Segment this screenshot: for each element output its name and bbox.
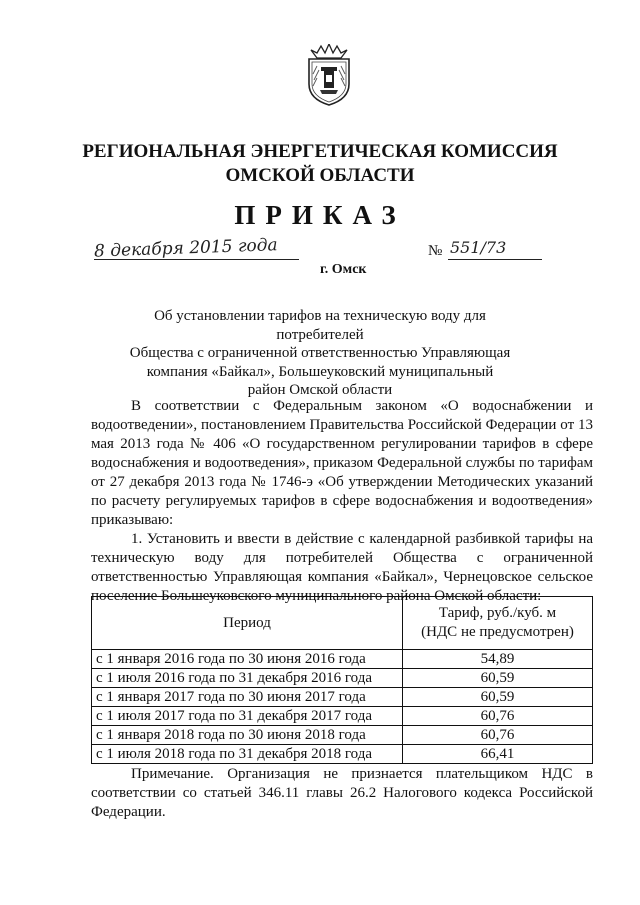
period-cell: с 1 января 2017 года по 30 июня 2017 года	[92, 688, 403, 707]
order-subject	[110, 307, 530, 400]
vat-note: Примечание. Организация не признается плательщиком НДС в соответствии со статьей 346.11 главы 26.2 Налогового кодекса Российской Федерации.	[91, 766, 593, 820]
preamble-paragraph: В соответствии с Федеральным законом «О водоснабжении и водоотведении», постановлением Правительства Российской Федерации от 13 мая 2013 года № 406 «О государственном регулировании тарифов в сфере водоснабжения и водоотведения», приказом Федеральной службы по тарифам от 27 декабря 2013 года № 1746-э «Об утверждении Методических указаний по расчету регулируемых тарифов в сфере водоснабжения и водоотведения» приказываю:	[91, 398, 593, 528]
subject-line-3: компания «Байкал», Большеуковский муниципальный	[146, 363, 494, 380]
subject-line-4: район Омской области	[247, 382, 393, 398]
subject-line-1: Об установлении тарифов на техническую воду для потребителей	[154, 308, 486, 343]
tariff-cell: 60,76	[403, 726, 593, 745]
table-row	[92, 726, 593, 745]
period-cell: с 1 июля 2018 года по 31 декабря 2018 года	[92, 745, 403, 764]
tariff-header-line-1: Тариф, руб./куб. м	[438, 605, 557, 621]
number-underline	[448, 259, 542, 260]
table-row	[92, 669, 593, 688]
tariff-column-header	[403, 597, 593, 650]
org-line-1: РЕГИОНАЛЬНАЯ ЭНЕРГЕТИЧЕСКАЯ КОМИССИЯ	[82, 141, 558, 162]
tariff-cell: 60,76	[403, 707, 593, 726]
tariff-cell: 60,59	[403, 669, 593, 688]
document-type-title: ПРИКАЗ	[234, 200, 406, 230]
tariff-cell: 54,89	[403, 650, 593, 669]
period-cell: с 1 января 2018 года по 30 июня 2018 года	[92, 726, 403, 745]
table-row	[92, 650, 593, 669]
item-1-paragraph: 1. Установить и ввести в действие с календарной разбивкой тарифы на техническую воду для потребителей Общества с ограниченной ответственностью Управляющая компания «Байкал», Чернецовское сельское поселение Большеуковского муниципального района Омской области:	[91, 531, 593, 604]
subject-line-2: Общества с ограниченной ответственностью Управляющая	[129, 345, 511, 361]
table-row	[92, 688, 593, 707]
tariff-header-line-2: (НДС не предусмотрен)	[421, 624, 574, 640]
period-column-header: Период	[92, 597, 403, 650]
tariff-cell: 60,59	[403, 688, 593, 707]
table-header-row	[92, 597, 593, 650]
city-label: г. Омск	[320, 262, 367, 277]
order-body	[91, 397, 593, 606]
organization-name	[60, 140, 580, 188]
period-cell: с 1 июля 2016 года по 31 декабря 2016 года	[92, 669, 403, 688]
period-cell: с 1 января 2016 года по 30 июня 2016 года	[92, 650, 403, 669]
org-line-2: ОМСКОЙ ОБЛАСТИ	[225, 165, 415, 186]
table-row	[92, 707, 593, 726]
handwritten-date: 8 декабря 2015 года	[93, 235, 278, 262]
coat-of-arms-icon	[303, 44, 355, 106]
date-underline	[94, 259, 299, 260]
period-cell: с 1 июля 2017 года по 31 декабря 2017 года	[92, 707, 403, 726]
handwritten-number: 551/73	[450, 238, 507, 257]
tariff-table	[91, 596, 593, 764]
number-sign: №	[428, 243, 443, 259]
tariff-cell: 66,41	[403, 745, 593, 764]
table-row	[92, 745, 593, 764]
